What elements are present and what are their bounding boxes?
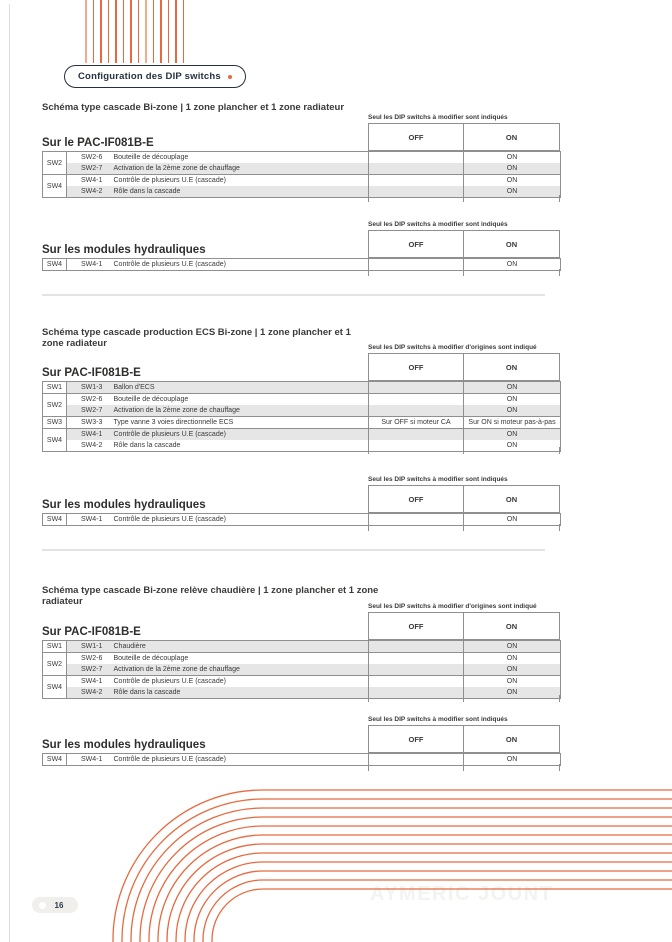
table-row	[43, 653, 561, 665]
table-row	[43, 514, 561, 526]
dip-switch-table	[42, 381, 561, 452]
switch-label-cell: Rôle dans la cascade	[113, 442, 181, 449]
dip-switch-table	[42, 151, 561, 198]
switch-label-cell: Contrôle de plusieurs U.E (cascade)	[113, 177, 226, 184]
table-row	[43, 417, 561, 429]
table-note: Seul les DIP switchs à modifier sont indiqués	[368, 716, 508, 723]
on-value-cell: ON	[464, 641, 561, 653]
switch-id-cell: SW4-2	[67, 186, 114, 198]
switch-group-cell: SW4	[43, 175, 67, 198]
off-value-cell	[369, 259, 464, 271]
switch-id-cell: SW2-6	[81, 396, 103, 403]
column-header-off: OFF	[408, 362, 424, 372]
table-row	[43, 440, 561, 452]
switch-label-cell: Contrôle de plusieurs U.E (cascade)	[113, 756, 226, 763]
table-heading: Sur les modules hydrauliques	[42, 739, 206, 751]
switch-label-cell: Type vanne 3 voies directionnelle ECS	[113, 419, 234, 426]
off-value-cell: Sur OFF si moteur CA	[369, 417, 464, 429]
off-value-cell	[369, 382, 464, 394]
switch-group-cell: SW1	[43, 641, 67, 653]
switch-id-cell: SW4-2	[67, 687, 114, 699]
switch-label-cell: Bouteille de découplage	[113, 655, 189, 662]
off-value-cell	[369, 163, 464, 175]
switch-label-cell: Activation de la 2ème zone de chauffage	[114, 405, 369, 417]
switch-group-cell: SW1	[43, 382, 67, 394]
switch-group-cell: SW4	[43, 514, 67, 526]
switch-id-cell: SW3-3	[81, 419, 103, 426]
table-row	[43, 163, 561, 175]
column-header-off: OFF	[408, 239, 424, 249]
table-note: Seul les DIP switchs à modifier sont indiqués	[368, 221, 508, 228]
on-value-cell: ON	[464, 259, 561, 271]
switch-label-cell: Contrôle de plusieurs U.E (cascade)	[113, 678, 226, 685]
column-header-off: OFF	[408, 621, 424, 631]
on-value-cell: ON	[464, 394, 561, 406]
section-badge-label: Configuration des DIP switchs	[78, 71, 221, 82]
switch-id-cell: SW4-1	[81, 516, 103, 523]
switch-group-cell: SW4	[43, 676, 67, 699]
switch-group-cell: SW4	[43, 259, 67, 271]
switch-label-cell: Chaudière	[114, 641, 369, 653]
column-header-on: ON	[463, 231, 559, 257]
table-note: Seul les DIP switchs à modifier d'origines sont indiqué	[368, 603, 537, 610]
table-row	[43, 405, 561, 417]
on-value-cell: ON	[464, 653, 561, 665]
switch-id-cell: SW4-1	[81, 756, 103, 763]
table-row	[43, 687, 561, 699]
accent-dot-icon	[228, 75, 232, 79]
on-value-cell: ON	[464, 687, 561, 699]
table-row	[43, 641, 561, 653]
column-header-on: ON	[463, 124, 559, 150]
table-header	[368, 353, 560, 381]
switch-label-cell: Contrôle de plusieurs U.E (cascade)	[113, 516, 226, 523]
section-2-title: Schéma type cascade production ECS Bi-zone | 1 zone plancher et 1 zone radiateur	[42, 327, 351, 349]
column-header-on: ON	[463, 486, 559, 512]
on-value-cell: ON	[464, 175, 561, 187]
switch-label-cell: Ballon d'ECS	[114, 382, 369, 394]
switch-group-cell: SW4	[43, 429, 67, 452]
column-header-off: OFF	[408, 132, 424, 142]
column-header-on: ON	[463, 354, 559, 380]
switch-group-cell: SW2	[43, 394, 67, 417]
off-value-cell	[369, 175, 464, 187]
switch-id-cell: SW2-6	[81, 655, 103, 662]
off-value-cell	[369, 405, 464, 417]
table-row	[43, 175, 561, 187]
switch-id-cell: SW2-7	[67, 664, 114, 676]
switch-id-cell: SW1-3	[67, 382, 114, 394]
table-header	[368, 123, 560, 151]
switch-id-cell: SW4-1	[81, 177, 103, 184]
switch-label-cell: Activation de la 2ème zone de chauffage	[114, 163, 369, 175]
page-pill-dot-icon	[39, 902, 46, 909]
on-value-cell: ON	[464, 163, 561, 175]
table-row	[43, 152, 561, 164]
switch-id-cell: SW2-7	[67, 163, 114, 175]
column-header-on: ON	[463, 613, 559, 639]
on-value-cell: ON	[464, 514, 561, 526]
switch-group-cell: SW2	[43, 152, 67, 175]
table-heading: Sur PAC-IF081B-E	[42, 626, 141, 638]
switch-group-cell: SW4	[43, 754, 67, 766]
switch-label-cell: Bouteille de découplage	[113, 396, 189, 403]
page-number-pill	[32, 897, 78, 913]
switch-id-cell: SW2-6	[81, 154, 103, 161]
off-value-cell	[369, 676, 464, 688]
section-divider	[42, 549, 545, 551]
off-value-cell	[369, 440, 464, 452]
on-value-cell: ON	[464, 440, 561, 452]
off-value-cell	[369, 186, 464, 198]
watermark-text: AYMERIC JOUNT	[370, 883, 554, 905]
switch-id-cell: SW1-1	[67, 641, 114, 653]
table-note: Seul les DIP switchs à modifier sont indiqués	[368, 114, 508, 121]
table-header	[368, 230, 560, 258]
off-value-cell	[369, 429, 464, 441]
table-heading: Sur le PAC-IF081B-E	[42, 137, 154, 149]
table-row	[43, 754, 561, 766]
switch-id-cell: SW4-1	[81, 678, 103, 685]
table-note: Seul les DIP switchs à modifier d'origines sont indiqué	[368, 344, 537, 351]
dip-switch-table	[42, 640, 561, 699]
switch-group-cell: SW3	[43, 417, 67, 429]
table-row	[43, 429, 561, 441]
off-value-cell	[369, 152, 464, 164]
off-value-cell	[369, 394, 464, 406]
table-heading: Sur PAC-IF081B-E	[42, 367, 141, 379]
off-value-cell	[369, 754, 464, 766]
on-value-cell: ON	[464, 405, 561, 417]
on-value-cell: ON	[464, 186, 561, 198]
table-row	[43, 259, 561, 271]
on-value-cell: ON	[464, 754, 561, 766]
section-3-title: Schéma type cascade Bi-zone relève chaudière | 1 zone plancher et 1 zone radiateur	[42, 585, 379, 607]
table-row	[43, 664, 561, 676]
table-heading: Sur les modules hydrauliques	[42, 244, 206, 256]
switch-label-cell: Bouteille de découplage	[113, 154, 189, 161]
off-value-cell	[369, 664, 464, 676]
page-left-edge	[9, 4, 10, 942]
dip-switch-table	[42, 258, 561, 271]
section-divider	[42, 294, 545, 296]
switch-group-cell: SW2	[43, 653, 67, 676]
switch-label-cell: Rôle dans la cascade	[114, 687, 369, 699]
column-header-off: OFF	[408, 734, 424, 744]
dip-switch-table	[42, 753, 561, 766]
page-number: 16	[54, 900, 64, 910]
off-value-cell	[369, 687, 464, 699]
off-value-cell	[369, 514, 464, 526]
switch-label-cell: Contrôle de plusieurs U.E (cascade)	[114, 429, 369, 441]
top-lines-decoration	[85, 0, 184, 63]
off-value-cell	[369, 641, 464, 653]
on-value-cell: ON	[464, 152, 561, 164]
switch-id-cell: SW4-2	[81, 442, 103, 449]
section-1-title: Schéma type cascade Bi-zone | 1 zone plancher et 1 zone radiateur	[42, 102, 345, 113]
switch-label-cell: Activation de la 2ème zone de chauffage	[114, 664, 369, 676]
switch-id-cell: SW4-1	[67, 429, 114, 441]
on-value-cell: ON	[464, 429, 561, 441]
on-value-cell: ON	[464, 676, 561, 688]
switch-label-cell: Rôle dans la cascade	[114, 186, 369, 198]
table-note: Seul les DIP switchs à modifier sont indiqués	[368, 476, 508, 483]
dip-switch-table	[42, 513, 561, 526]
switch-id-cell: SW2-7	[67, 405, 114, 417]
table-row	[43, 394, 561, 406]
table-row	[43, 382, 561, 394]
section-badge	[64, 65, 246, 88]
table-header	[368, 725, 560, 753]
table-heading: Sur les modules hydrauliques	[42, 499, 206, 511]
table-header	[368, 612, 560, 640]
column-header-off: OFF	[408, 494, 424, 504]
switch-id-cell: SW4-1	[81, 261, 103, 268]
on-value-cell: ON	[464, 382, 561, 394]
table-row	[43, 676, 561, 688]
on-value-cell: Sur ON si moteur pas-à-pas	[464, 417, 561, 429]
switch-label-cell: Contrôle de plusieurs U.E (cascade)	[113, 261, 226, 268]
off-value-cell	[369, 653, 464, 665]
on-value-cell: ON	[464, 664, 561, 676]
table-row	[43, 186, 561, 198]
table-header	[368, 485, 560, 513]
column-header-on: ON	[463, 726, 559, 752]
